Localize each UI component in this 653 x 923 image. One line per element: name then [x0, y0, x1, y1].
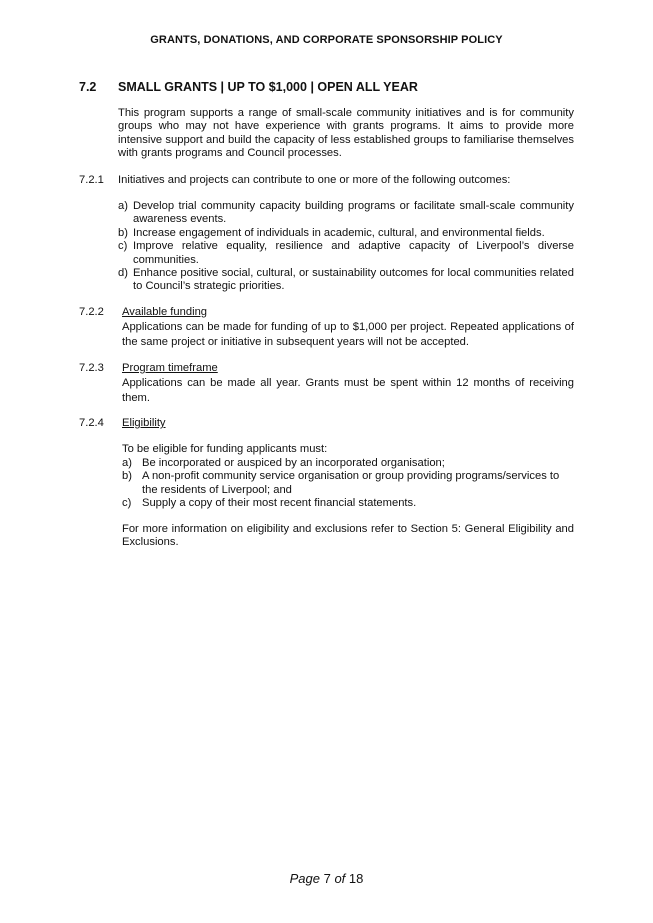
page-footer	[0, 871, 653, 886]
page-number: 7	[323, 871, 331, 886]
eligibility-note: For more information on eligibility and exclusions refer to Section 5: General Eligibility and Exclusions.	[122, 523, 574, 549]
page-label: Page	[289, 871, 320, 886]
of-label: of	[334, 871, 346, 886]
subsection-heading: Program timeframe	[122, 362, 218, 374]
subsection-heading: Eligibility	[122, 417, 166, 429]
page-total: 18	[348, 871, 364, 886]
document-header: GRANTS, DONATIONS, AND CORPORATE SPONSORSHIP POLICY	[150, 34, 503, 46]
intro-paragraph: This program supports a range of small-scale community initiatives and is for community groups who may not have experience with grants programs. It aims to provide more intensive support and build the capacity of less established groups to familiarise themselves with grants programs and Council processes.	[118, 107, 574, 160]
eligibility-list	[122, 457, 574, 511]
outcomes-list	[118, 200, 574, 294]
list-item: b) A non-profit community service organisation or group providing programs/services to the residents of Liverpool; and	[122, 470, 560, 496]
subsection-heading: Available funding	[122, 306, 208, 318]
list-item: a) Develop trial community capacity building programs or facilitate small-scale community awareness events.	[118, 200, 574, 226]
list-item: b) Increase engagement of individuals in academic, cultural, and environmental fields.	[118, 226, 545, 239]
available-funding-text: Applications can be made for funding of up to $1,000 per project. Repeated applications of the same project or initiative in subsequent years will not be accepted.	[122, 321, 574, 348]
section-title: SMALL GRANTS | UP TO $1,000 | OPEN ALL YEAR	[118, 80, 418, 94]
list-item: d) Enhance positive social, cultural, or sustainability outcomes for local communities related to Council’s strategic priorities.	[118, 267, 574, 293]
subsection-number: 7.2.2	[79, 306, 104, 318]
eligibility-lead: To be eligible for funding applicants must:	[122, 443, 328, 455]
subsection-number: 7.2.1	[79, 174, 104, 186]
subsection-text: Initiatives and projects can contribute to one or more of the following outcomes:	[118, 174, 511, 186]
subsection-number: 7.2.3	[79, 362, 104, 374]
list-item: c) Supply a copy of their most recent financial statements.	[122, 497, 417, 510]
section-number: 7.2	[79, 80, 97, 94]
program-timeframe-text: Applications can be made all year. Grants must be spent within 12 months of receiving them.	[122, 377, 574, 404]
subsection-number: 7.2.4	[79, 417, 104, 429]
list-item: a) Be incorporated or auspiced by an incorporated organisation;	[122, 457, 445, 469]
list-item: c) Improve relative equality, resilience and adaptive capacity of Liverpool’s diverse communities.	[118, 240, 574, 266]
section-heading	[79, 80, 418, 94]
